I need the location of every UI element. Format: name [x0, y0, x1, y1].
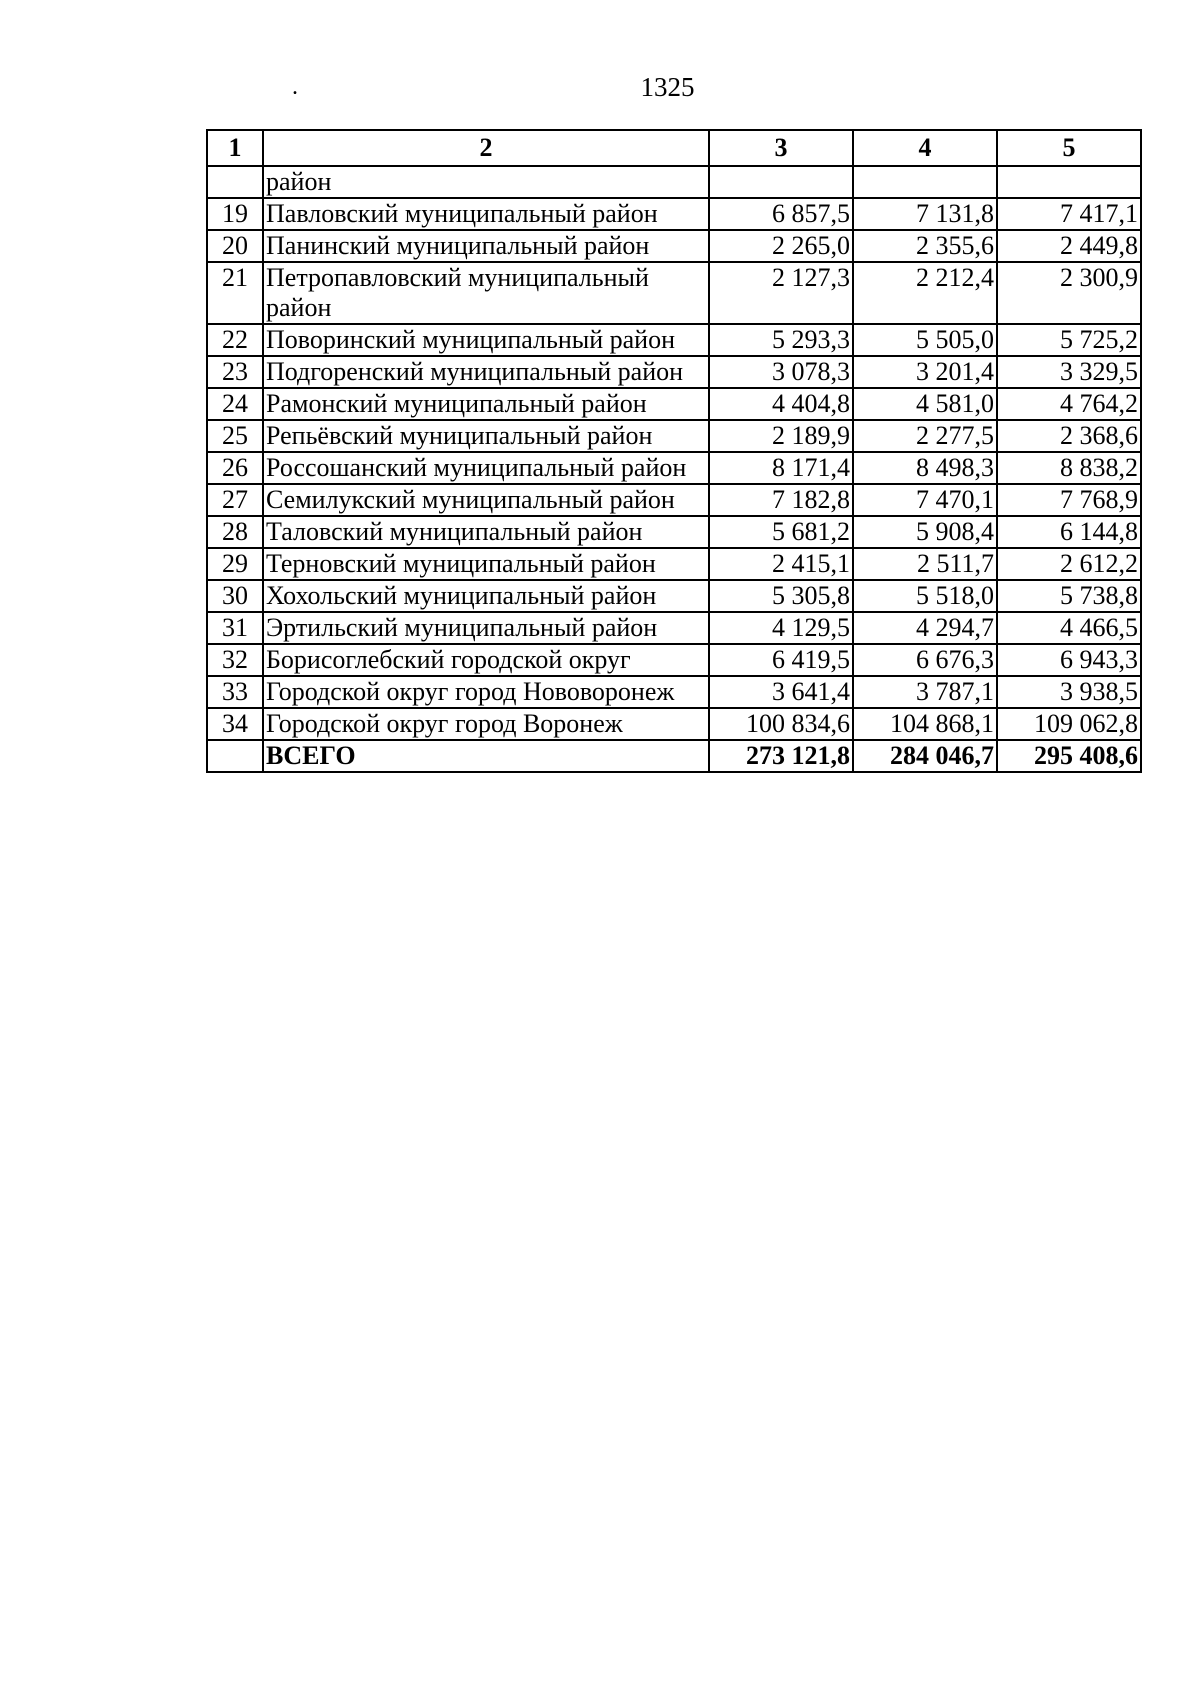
- value-col-4-cell: 4 581,0: [853, 388, 997, 420]
- table-row: [207, 644, 1141, 676]
- municipality-name-cell: Поворинский муниципальный район: [263, 324, 709, 356]
- page-number: 1325: [640, 72, 695, 102]
- value-col-3-cell: 5 681,2: [709, 516, 853, 548]
- table-body: [207, 166, 1141, 772]
- value-col-3-cell: 6 419,5: [709, 644, 853, 676]
- value-col-3-cell: 3 078,3: [709, 356, 853, 388]
- row-number-cell: 22: [207, 324, 263, 356]
- value-col-4-cell: 2 355,6: [853, 230, 997, 262]
- value-col-5-cell: 3 329,5: [997, 356, 1141, 388]
- value-col-5-cell: 5 738,8: [997, 580, 1141, 612]
- municipality-name-cell: Рамонский муниципальный район: [263, 388, 709, 420]
- municipality-name-cell: Городской округ город Воронеж: [263, 708, 709, 740]
- table-row: [207, 676, 1141, 708]
- value-col-3-cell: 2 127,3: [709, 262, 853, 324]
- value-col-5-cell: 3 938,5: [997, 676, 1141, 708]
- table-row: [207, 388, 1141, 420]
- value-col-4-cell: 7 470,1: [853, 484, 997, 516]
- value-col-3-cell: 2 265,0: [709, 230, 853, 262]
- row-number-cell: 33: [207, 676, 263, 708]
- value-col-4-cell: 8 498,3: [853, 452, 997, 484]
- row-number-cell: 24: [207, 388, 263, 420]
- header-col-5: 5: [997, 130, 1141, 166]
- municipality-name-cell: Борисоглебский городской округ: [263, 644, 709, 676]
- row-number-cell: 25: [207, 420, 263, 452]
- row-number-cell: 19: [207, 198, 263, 230]
- value-col-3-cell: 2 415,1: [709, 548, 853, 580]
- value-col-3-cell: 5 293,3: [709, 324, 853, 356]
- value-col-5-cell: 2 368,6: [997, 420, 1141, 452]
- value-col-5-cell: 2 449,8: [997, 230, 1141, 262]
- municipality-name-cell: Павловский муниципальный район: [263, 198, 709, 230]
- value-col-5-cell: [997, 166, 1141, 198]
- value-col-3-cell: 8 171,4: [709, 452, 853, 484]
- row-number-cell: 30: [207, 580, 263, 612]
- header-col-1: 1: [207, 130, 263, 166]
- table-row: [207, 198, 1141, 230]
- row-number-cell: 21: [207, 262, 263, 324]
- value-col-5-cell: 4 466,5: [997, 612, 1141, 644]
- value-col-4-cell: 2 511,7: [853, 548, 997, 580]
- value-col-5-cell: 8 838,2: [997, 452, 1141, 484]
- table-row: [207, 708, 1141, 740]
- value-col-4-cell: 6 676,3: [853, 644, 997, 676]
- value-col-4-cell: 2 277,5: [853, 420, 997, 452]
- row-number-cell: 20: [207, 230, 263, 262]
- table-header-row: [207, 130, 1141, 166]
- value-col-5-cell: 109 062,8: [997, 708, 1141, 740]
- value-col-4-cell: 3 787,1: [853, 676, 997, 708]
- row-number-cell: 31: [207, 612, 263, 644]
- row-number-cell: 32: [207, 644, 263, 676]
- table-row: [207, 516, 1141, 548]
- value-col-5-cell: 6 943,3: [997, 644, 1141, 676]
- value-col-4-cell: 5 518,0: [853, 580, 997, 612]
- total-value-col-3-cell: 273 121,8: [709, 740, 853, 772]
- header-col-3: 3: [709, 130, 853, 166]
- municipality-name-cell: Репьёвский муниципальный район: [263, 420, 709, 452]
- value-col-5-cell: 7 768,9: [997, 484, 1141, 516]
- table-row: [207, 356, 1141, 388]
- row-number-cell: 27: [207, 484, 263, 516]
- budget-allocation-table: [206, 129, 1142, 773]
- municipality-name-cell: Семилукский муниципальный район: [263, 484, 709, 516]
- value-col-4-cell: 2 212,4: [853, 262, 997, 324]
- value-col-4-cell: 5 908,4: [853, 516, 997, 548]
- value-col-5-cell: 2 300,9: [997, 262, 1141, 324]
- value-col-3-cell: 7 182,8: [709, 484, 853, 516]
- value-col-5-cell: 5 725,2: [997, 324, 1141, 356]
- table-row: [207, 612, 1141, 644]
- table-row: [207, 580, 1141, 612]
- value-col-4-cell: 104 868,1: [853, 708, 997, 740]
- stray-dot-mark: .: [292, 74, 298, 100]
- value-col-4-cell: 3 201,4: [853, 356, 997, 388]
- table-row: [207, 324, 1141, 356]
- value-col-5-cell: 7 417,1: [997, 198, 1141, 230]
- value-col-3-cell: 5 305,8: [709, 580, 853, 612]
- municipality-name-cell: Терновский муниципальный район: [263, 548, 709, 580]
- total-row: [207, 740, 1141, 772]
- value-col-3-cell: 4 129,5: [709, 612, 853, 644]
- row-number-cell: 29: [207, 548, 263, 580]
- row-number-cell: 23: [207, 356, 263, 388]
- row-number-cell: [207, 166, 263, 198]
- municipality-name-cell: Россошанский муниципальный район: [263, 452, 709, 484]
- value-col-3-cell: 4 404,8: [709, 388, 853, 420]
- total-row-number-cell: [207, 740, 263, 772]
- value-col-4-cell: [853, 166, 997, 198]
- row-number-cell: 28: [207, 516, 263, 548]
- total-municipality-name-cell: ВСЕГО: [263, 740, 709, 772]
- value-col-3-cell: [709, 166, 853, 198]
- header-col-2: 2: [263, 130, 709, 166]
- value-col-4-cell: 7 131,8: [853, 198, 997, 230]
- table-row: [207, 452, 1141, 484]
- value-col-5-cell: 2 612,2: [997, 548, 1141, 580]
- municipality-name-cell: Петропавловский муниципальный район: [263, 262, 709, 324]
- municipality-name-cell: Городской округ город Нововоронеж: [263, 676, 709, 708]
- table-row: [207, 262, 1141, 324]
- municipality-name-cell: Подгоренский муниципальный район: [263, 356, 709, 388]
- municipality-name-cell: Панинский муниципальный район: [263, 230, 709, 262]
- value-col-3-cell: 6 857,5: [709, 198, 853, 230]
- municipality-name-cell: Эртильский муниципальный район: [263, 612, 709, 644]
- table-row: [207, 230, 1141, 262]
- value-col-4-cell: 4 294,7: [853, 612, 997, 644]
- value-col-3-cell: 100 834,6: [709, 708, 853, 740]
- table-row: [207, 548, 1141, 580]
- value-col-4-cell: 5 505,0: [853, 324, 997, 356]
- municipality-name-cell: Хохольский муниципальный район: [263, 580, 709, 612]
- value-col-5-cell: 6 144,8: [997, 516, 1141, 548]
- municipality-name-cell: Таловский муниципальный район: [263, 516, 709, 548]
- table-row: [207, 420, 1141, 452]
- table-row: [207, 484, 1141, 516]
- table-row: [207, 166, 1141, 198]
- value-col-3-cell: 2 189,9: [709, 420, 853, 452]
- row-number-cell: 26: [207, 452, 263, 484]
- total-value-col-4-cell: 284 046,7: [853, 740, 997, 772]
- total-value-col-5-cell: 295 408,6: [997, 740, 1141, 772]
- value-col-5-cell: 4 764,2: [997, 388, 1141, 420]
- row-number-cell: 34: [207, 708, 263, 740]
- municipality-name-cell: район: [263, 166, 709, 198]
- value-col-3-cell: 3 641,4: [709, 676, 853, 708]
- header-col-4: 4: [853, 130, 997, 166]
